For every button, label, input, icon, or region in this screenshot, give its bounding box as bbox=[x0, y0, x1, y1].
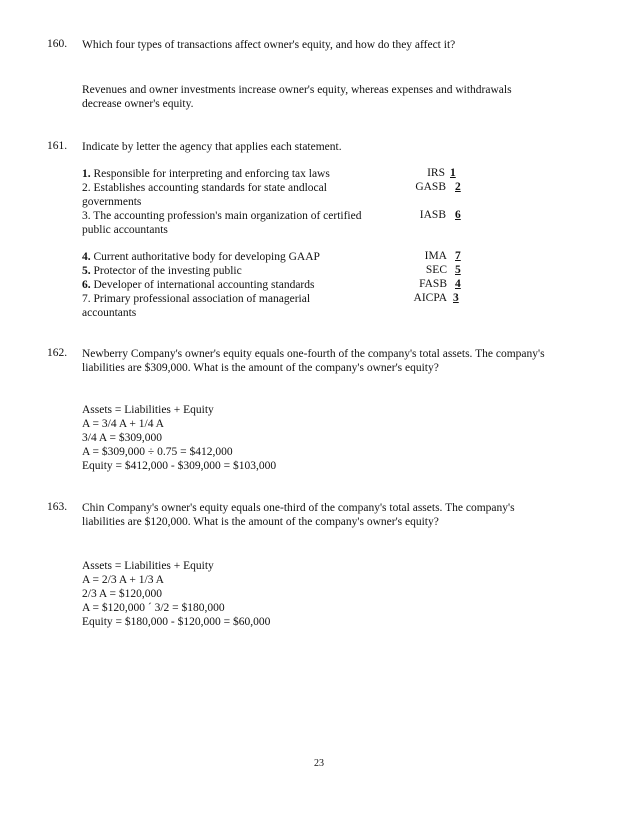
statement-item-7 bbox=[82, 292, 392, 320]
statement-item-6 bbox=[82, 278, 392, 292]
item-number: 4. bbox=[82, 251, 91, 263]
agency-label-3: IASB bbox=[419, 209, 446, 221]
item-text-cont: governments bbox=[82, 196, 142, 208]
question-163-solution bbox=[82, 559, 602, 629]
item-number: 1. bbox=[82, 168, 91, 180]
solution-line: Assets = Liabilities + Equity bbox=[82, 404, 214, 416]
item-number: 6. bbox=[82, 279, 91, 291]
item-text: Current authoritative body for developing GAAP bbox=[93, 251, 320, 263]
item-text-cont: accountants bbox=[82, 307, 137, 319]
question-163-text bbox=[82, 501, 612, 529]
question-161-text bbox=[82, 140, 602, 154]
item-text: Responsible for interpreting and enforcing tax laws bbox=[93, 168, 330, 180]
item-text: Establishes accounting standards for state andlocal bbox=[93, 182, 327, 194]
answer-1: 1 bbox=[450, 167, 456, 179]
question-text-line: Indicate by letter the agency that applies each statement. bbox=[82, 141, 342, 153]
statement-item-5 bbox=[82, 264, 392, 278]
question-162-number: 162. bbox=[47, 347, 68, 359]
question-text-line: Chin Company's owner's equity equals one-third of the company's total assets. The company's bbox=[82, 502, 515, 514]
agency-label-5: SEC bbox=[425, 264, 447, 276]
question-160-answer bbox=[82, 83, 602, 111]
statement-item-2 bbox=[82, 181, 392, 209]
question-text-line: Newberry Company's owner's equity equals one-fourth of the company's total assets. The company's bbox=[82, 348, 545, 360]
agency-label-7: AICPA bbox=[413, 292, 447, 304]
page-number: 23 bbox=[314, 758, 324, 769]
statement-item-1 bbox=[82, 167, 392, 181]
item-text-cont: public accountants bbox=[82, 224, 168, 236]
solution-line: Equity = $412,000 - $309,000 = $103,000 bbox=[82, 460, 277, 472]
statement-item-3 bbox=[82, 209, 392, 237]
question-text-line: liabilities are $309,000. What is the amount of the company's owner's equity? bbox=[82, 362, 439, 374]
solution-line: A = 2/3 A + 1/3 A bbox=[82, 574, 164, 586]
question-161-number: 161. bbox=[47, 140, 68, 152]
item-number: 2. bbox=[82, 182, 91, 194]
question-text-line: liabilities are $120,000. What is the amount of the company's owner's equity? bbox=[82, 516, 439, 528]
item-text: Developer of international accounting standards bbox=[93, 279, 315, 291]
solution-line: Assets = Liabilities + Equity bbox=[82, 560, 214, 572]
solution-line: Equity = $180,000 - $120,000 = $60,000 bbox=[82, 616, 271, 628]
answer-line: decrease owner's equity. bbox=[82, 98, 194, 110]
agency-label-1: IRS bbox=[427, 167, 445, 179]
item-text: Protector of the investing public bbox=[93, 265, 242, 277]
agency-label-4: IMA bbox=[424, 250, 447, 262]
answer-line: Revenues and owner investments increase owner's equity, whereas expenses and withdrawals bbox=[82, 84, 512, 96]
item-number: 7. bbox=[82, 293, 91, 305]
item-number: 5. bbox=[82, 265, 91, 277]
question-160-text bbox=[82, 38, 602, 52]
solution-line: 3/4 A = $309,000 bbox=[82, 432, 162, 444]
statement-item-4 bbox=[82, 250, 392, 264]
solution-line: A = $120,000 ´ 3/2 = $180,000 bbox=[82, 602, 225, 614]
agency-label-2: GASB bbox=[415, 181, 446, 193]
solution-line: 2/3 A = $120,000 bbox=[82, 588, 162, 600]
question-text-line: Which four types of transactions affect owner's equity, and how do they affect it? bbox=[82, 39, 456, 51]
question-163-number: 163. bbox=[47, 501, 68, 513]
answer-3: 6 bbox=[455, 209, 461, 221]
answer-5: 5 bbox=[455, 264, 461, 276]
answer-4: 7 bbox=[455, 250, 461, 262]
item-text: The accounting profession's main organization of certified bbox=[93, 210, 362, 222]
answer-2: 2 bbox=[455, 181, 461, 193]
answer-6: 4 bbox=[455, 278, 461, 290]
question-162-text bbox=[82, 347, 612, 375]
item-number: 3. bbox=[82, 210, 91, 222]
answer-7: 3 bbox=[453, 292, 459, 304]
solution-line: A = $309,000 ÷ 0.75 = $412,000 bbox=[82, 446, 233, 458]
agency-label-6: FASB bbox=[419, 278, 447, 290]
item-text: Primary professional association of managerial bbox=[93, 293, 311, 305]
question-160-number: 160. bbox=[47, 38, 68, 50]
solution-line: A = 3/4 A + 1/4 A bbox=[82, 418, 164, 430]
question-162-solution bbox=[82, 403, 602, 473]
